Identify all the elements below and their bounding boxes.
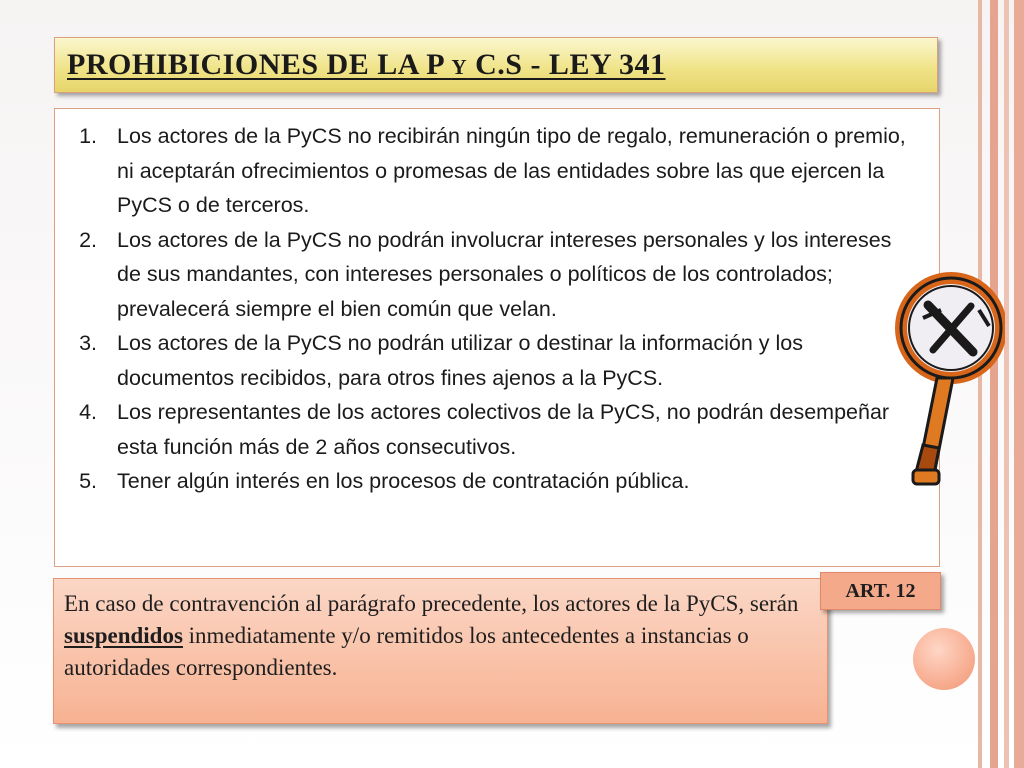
list-item	[55, 119, 939, 223]
note-text: inmediatamente y/o remitidos los antecedentes a instancias o autoridades correspondientes.	[64, 623, 749, 680]
item-text: Los actores de la PyCS no podrán utilizar o destinar la información y los documentos recibidos, para otros fines ajenos a la PyCS.	[117, 331, 803, 390]
item-number: 3.	[79, 331, 97, 355]
list-item	[55, 395, 939, 464]
item-text: Los actores de la PyCS no podrán involucrar intereses personales y los intereses de sus mandantes, con intereses personales o políticos de los controlados; prevalecerá siempre el bien común que velan.	[117, 227, 892, 321]
title-part-small: Y	[451, 55, 468, 79]
item-number: 5.	[79, 469, 97, 493]
item-number: 1.	[79, 124, 97, 148]
magnifying-glass-icon	[893, 270, 1005, 492]
item-text: Los representantes de los actores colectivos de la PyCS, no podrán desempeñar esta función más de 2 años consecutivos.	[117, 400, 890, 459]
prohibitions-list-box	[54, 108, 940, 567]
item-text: Los actores de la PyCS no recibirán ningún tipo de regalo, remuneración o premio, ni aceptarán ofrecimientos o promesas de las entidades sobre las que ejercen la PyCS o de terceros.	[117, 124, 906, 217]
consequence-note	[53, 578, 828, 724]
item-number: 4.	[79, 400, 97, 424]
decorative-circle	[913, 628, 975, 690]
title-part: PROHIBICIONES DE LA P	[67, 48, 452, 81]
note-text: En caso de contravención al parágrafo precedente, los actores de la PyCS, serán	[64, 591, 799, 616]
article-badge: ART. 12	[820, 572, 941, 610]
decorative-stripe	[1014, 0, 1024, 768]
title-box	[54, 37, 938, 93]
slide-title	[67, 48, 666, 82]
prohibitions-list	[55, 119, 939, 499]
item-number: 2.	[79, 227, 97, 252]
list-item	[55, 326, 939, 395]
list-item	[55, 223, 939, 327]
item-text: Tener algún interés en los procesos de contratación pública.	[117, 469, 690, 493]
note-emphasis: suspendidos	[64, 623, 183, 648]
title-part: C.S - LEY 341	[467, 48, 666, 81]
list-item	[55, 464, 939, 499]
